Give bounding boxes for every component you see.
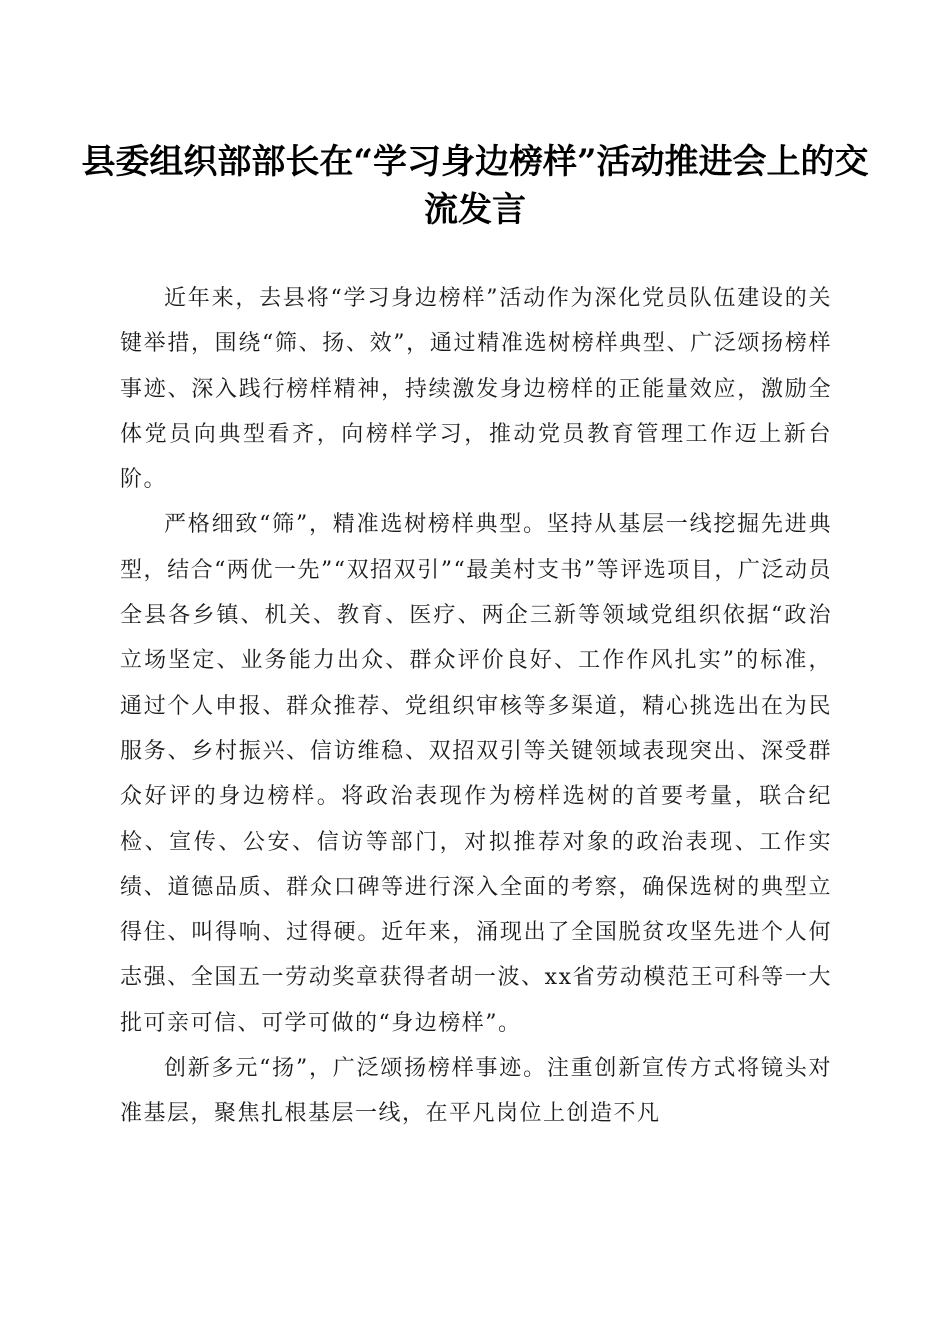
- document-body: [120, 276, 832, 1137]
- document-title: 县委组织部部长在“学习身边榜样”活动推进会上的交流发言: [81, 142, 869, 230]
- paragraph-select: 严格细致“筛”，精准选树榜样典型。坚持从基层一线挖掘先进典型，结合“两优一先”“双招双引”“最美村支书”等评选项目，广泛动员全县各乡镇、机关、教育、医疗、两企三新等领域党组织依据“政治立场坚定、业务能力出众、群众评价良好、工作作风扎实”的标准，通过个人申报、群众推荐、党组织审核等多渠道，精心挑选出在为民服务、乡村振兴、信访维稳、双招双引等关键领域表现突出、深受群众好评的身边榜样。将政治表现作为榜样选树的首要考量，联合纪检、宣传、公安、信访等部门，对拟推荐对象的政治表现、工作实绩、道德品质、群众口碑等进行深入全面的考察，确保选树的典型立得住、叫得响、过得硬。近年来，涌现出了全国脱贫攻坚先进个人何志强、全国五一劳动奖章获得者胡一波、xx省劳动模范王可科等一大批可亲可信、可学可做的“身边榜样”。: [120, 512, 832, 1036]
- paragraph-promote: 创新多元“扬”，广泛颂扬榜样事迹。注重创新宣传方式将镜头对准基层，聚焦扎根基层一线，在平凡岗位上创造不凡: [120, 1056, 832, 1127]
- paragraph-intro: 近年来，去县将“学习身边榜样”活动作为深化党员队伍建设的关键举措，围绕“筛、扬、效”，通过精准选树榜样典型、广泛颂扬榜样事迹、深入践行榜样精神，持续激发身边榜样的正能量效应，激励全体党员向典型看齐，向榜样学习，推动党员教育管理工作迈上新台阶。: [120, 286, 832, 493]
